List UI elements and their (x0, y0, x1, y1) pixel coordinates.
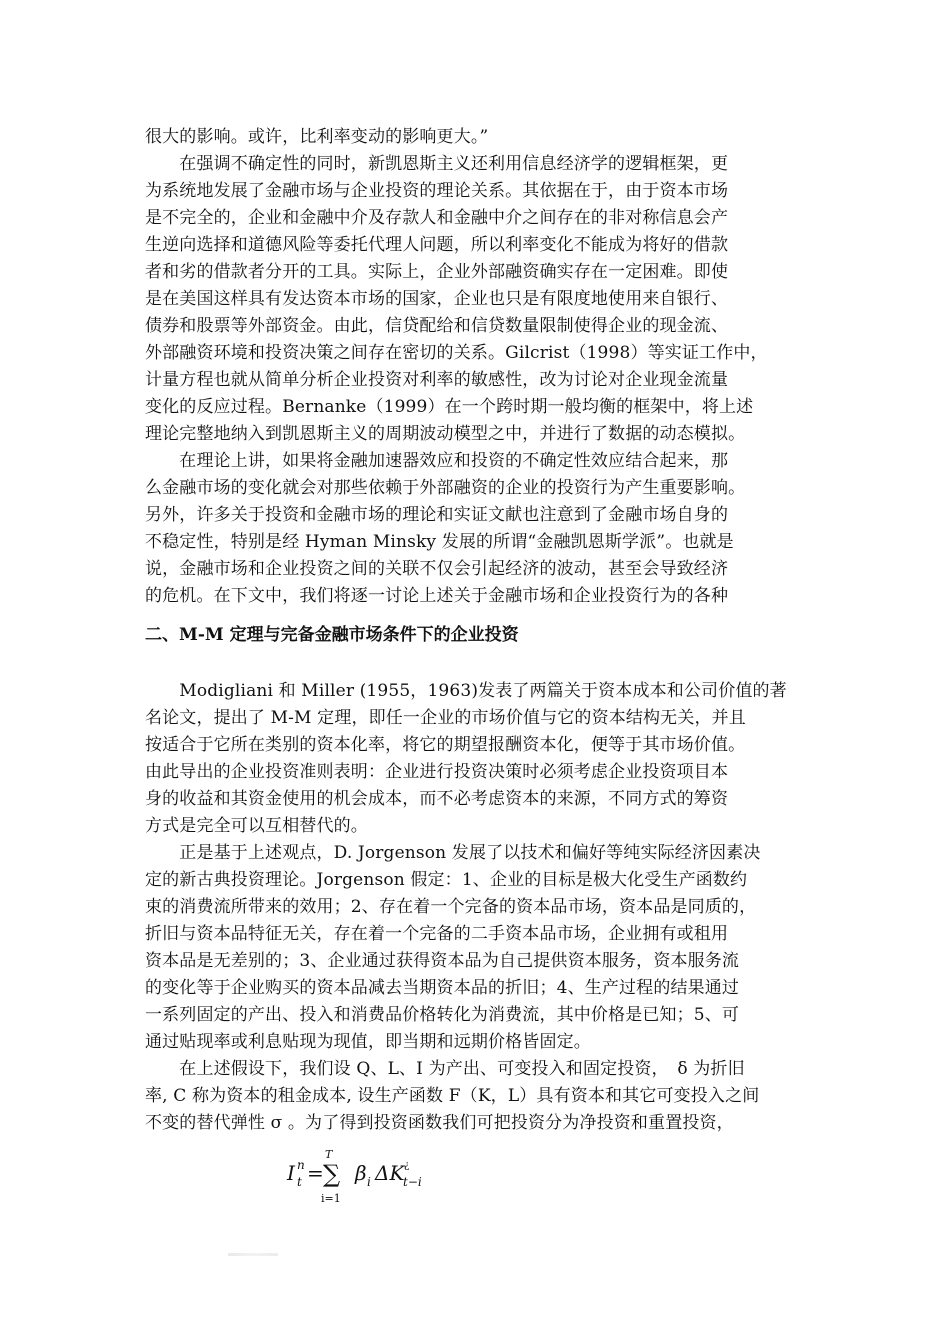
formula-lhs: I (287, 1161, 295, 1185)
text-line: 计量方程也就从简单分析企业投资对利率的敏感性，改为讨论对企业现金流量 (145, 370, 729, 390)
text-line: 很大的影响。或许，比利率变动的影响更大。” (145, 127, 489, 147)
text-line: 者和劣的借款者分开的工具。实际上，企业外部融资确实存在一定困难。即使 (145, 262, 729, 282)
text-line: 的危机。在下文中，我们将逐一讨论上述关于金融市场和企业投资行为的各种 (145, 586, 729, 606)
formula-equals: = (307, 1161, 324, 1185)
text-line: 是不完全的，企业和金融中介及存款人和金融中介之间存在的非对称信息会产 (145, 208, 729, 228)
text-line: 方式是完全可以互相替代的。 (145, 816, 368, 836)
formula-sum-sign: ∑ (323, 1160, 341, 1188)
text-line: 债券和股票等外部资金。由此，信贷配给和信贷数量限制使得企业的现金流、 (145, 316, 729, 336)
text-line: 由此导出的企业投资准则表明：企业进行投资决策时必须考虑企业投资项目本 (145, 762, 729, 782)
text-line: 折旧与资本品特征无关，存在着一个完备的二手资本品市场，企业拥有或租用 (145, 924, 729, 944)
text-line: 不变的替代弹性 σ 。为了得到投资函数我们可把投资分为净投资和重置投资， (145, 1113, 734, 1133)
text-line: 束的消费流所带来的效用；2、存在着一个完备的资本品市场，资本品是同质的， (145, 897, 757, 917)
text-line: Modigliani 和 Miller (1955，1963)发表了两篇关于资本成本和公司价值的著 (145, 681, 787, 701)
text-line: 定的新古典投资理论。Jorgenson 假定：1、企业的目标是极大化受生产函数约 (145, 870, 748, 890)
formula-sum-lower: i=1 (321, 1192, 341, 1205)
text-line: 外部融资环境和投资决策之间存在密切的关系。Gilcrist（1998）等实证工作中， (145, 343, 768, 363)
text-line: 一系列固定的产出、投入和消费品价格转化为消费流，其中价格是已知；5、可 (145, 1005, 740, 1025)
text-line: 在理论上讲，如果将金融加速器效应和投资的不确定性效应结合起来，那 (145, 451, 729, 471)
text-line: 理论完整地纳入到凯恩斯主义的周期波动模型之中，并进行了数据的动态模拟。 (145, 424, 746, 444)
investment-formula (285, 1140, 485, 1212)
text-line: 在强调不确定性的同时，新凯恩斯主义还利用信息经济学的逻辑框架，更 (145, 154, 729, 174)
formula-delta-sub: t−i (403, 1175, 422, 1189)
text-line: 另外，许多关于投资和金融市场的理论和实证文献也注意到了金融市场自身的 (145, 505, 729, 525)
formula-sum-upper: T (325, 1148, 333, 1161)
formula-delta-sup: ¿ (404, 1160, 410, 1171)
text-line: 资本品是无差别的；3、企业通过获得资本品为自己提供资本服务，资本服务流 (145, 951, 740, 971)
text-line: 不稳定性，特别是经 Hyman Minsky 发展的所谓“金融凯恩斯学派”。也就是 (145, 532, 734, 552)
formula-coef: β (355, 1161, 367, 1185)
text-line: 通过贴现率或利息贴现为现值，即当期和远期价格皆固定。 (145, 1032, 591, 1052)
text-line: 说，金融市场和企业投资之间的关联不仅会引起经济的波动，甚至会导致经济 (145, 559, 729, 579)
text-line: 是在美国这样具有发达资本市场的国家，企业也只是有限度地使用来自银行、 (145, 289, 729, 309)
text-line: 生逆向选择和道德风险等委托代理人问题，所以利率变化不能成为将好的借款 (145, 235, 729, 255)
formula-delta-k: ΔK (375, 1161, 405, 1185)
text-line: 正是基于上述观点，D. Jorgenson 发展了以技术和偏好等纯实际经济因素决 (145, 843, 761, 863)
formula-coef-sub: i (367, 1175, 371, 1189)
text-line: 为系统地发展了金融市场与企业投资的理论关系。其依据在于，由于资本市场 (145, 181, 729, 201)
text-line: 按适合于它所在类别的资本化率，将它的期望报酬资本化，便等于其市场价值。 (145, 735, 746, 755)
text-line: 率, C 称为资本的租金成本, 设生产函数 F（K，L）具有资本和其它可变投入之间 (145, 1086, 760, 1106)
text-line: 变化的反应过程。Bernanke（1999）在一个跨时期一般均衡的框架中，将上述 (145, 397, 754, 417)
formula-lhs-sup: n (297, 1158, 305, 1172)
section-heading: 二、M-M 定理与完备金融市场条件下的企业投资 (145, 625, 519, 645)
scan-artifact (228, 1253, 278, 1256)
text-line: 身的收益和其资金使用的机会成本，而不必考虑资本的来源，不同方式的筹资 (145, 789, 729, 809)
text-line: 的变化等于企业购买的资本品减去当期资本品的折旧；4、生产过程的结果通过 (145, 978, 740, 998)
text-line: 在上述假设下，我们设 Q、L、I 为产出、可变投入和固定投资， δ 为折旧 (145, 1059, 745, 1079)
text-line: 名论文，提出了 M-M 定理，即任一企业的市场价值与它的资本结构无关，并且 (145, 708, 746, 728)
text-line: 么金融市场的变化就会对那些依赖于外部融资的企业的投资行为产生重要影响。 (145, 478, 746, 498)
formula-lhs-sub: t (297, 1175, 302, 1189)
